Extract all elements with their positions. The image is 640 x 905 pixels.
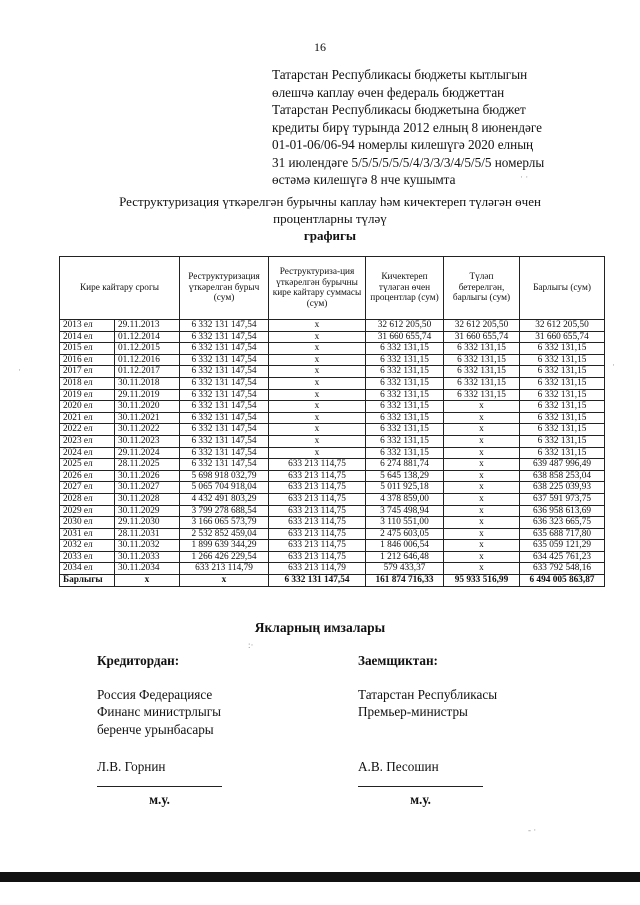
table-cell: 5 698 918 032,79 bbox=[180, 470, 269, 482]
table-cell: 6 274 881,74 bbox=[366, 459, 444, 471]
table-cell: 6 332 131,15 bbox=[444, 354, 520, 366]
table-cell: 2021 ел bbox=[60, 412, 115, 424]
total-cell: 161 874 716,33 bbox=[366, 575, 444, 587]
table-cell: 6 332 131,15 bbox=[366, 377, 444, 389]
table-cell: 6 332 131,15 bbox=[520, 412, 605, 424]
table-cell: x bbox=[444, 424, 520, 436]
table-cell: 6 332 131,15 bbox=[520, 343, 605, 355]
table-cell: 633 213 114,75 bbox=[269, 470, 366, 482]
table-cell: x bbox=[444, 505, 520, 517]
table-cell: x bbox=[269, 354, 366, 366]
table-row bbox=[60, 493, 605, 505]
borrower-signature-block bbox=[358, 652, 497, 808]
table-cell: 6 332 131 147,54 bbox=[180, 343, 269, 355]
borrower-position-line: Премьер-министры bbox=[358, 704, 468, 719]
table-cell: 6 332 131,15 bbox=[444, 343, 520, 355]
table-cell: 6 332 131 147,54 bbox=[180, 320, 269, 332]
table-cell: 633 213 114,79 bbox=[180, 563, 269, 575]
table-cell: 633 792 548,16 bbox=[520, 563, 605, 575]
table-cell: 635 059 121,29 bbox=[520, 540, 605, 552]
table-cell: 5 011 925,18 bbox=[366, 482, 444, 494]
table-cell: 2031 ел bbox=[60, 528, 115, 540]
table-cell: x bbox=[444, 470, 520, 482]
table-cell: 01.12.2015 bbox=[115, 343, 180, 355]
table-row bbox=[60, 540, 605, 552]
table-cell: 3 110 551,00 bbox=[366, 517, 444, 529]
table-cell: 2022 ел bbox=[60, 424, 115, 436]
table-cell: 1 212 646,48 bbox=[366, 551, 444, 563]
total-cell: x bbox=[115, 575, 180, 587]
creditor-signature-block bbox=[97, 652, 222, 808]
attachment-line: 01-01-06/06-94 номерлы килешүгә 2020 елның bbox=[272, 137, 534, 152]
table-cell: 6 332 131,15 bbox=[520, 424, 605, 436]
total-cell: x bbox=[180, 575, 269, 587]
table-cell: 634 425 761,23 bbox=[520, 551, 605, 563]
scan-speck: - · bbox=[528, 825, 537, 835]
table-cell: 2024 ел bbox=[60, 447, 115, 459]
table-cell: 636 323 665,75 bbox=[520, 517, 605, 529]
table-cell: x bbox=[269, 435, 366, 447]
title-line: Реструктуризация үткәрелгән бурычны каплау һәм кичектереп түләгән өчен bbox=[119, 194, 541, 209]
borrower-position-line: Татарстан Республикасы bbox=[358, 686, 498, 702]
table-cell: 2016 ел bbox=[60, 354, 115, 366]
table-row bbox=[60, 435, 605, 447]
header-deferred-interest: Кичектереп түләгән өчен процентлар (сум) bbox=[366, 257, 444, 320]
attachment-line: Татарстан Республикасы бюджетына бюджет bbox=[272, 102, 526, 117]
table-cell: 6 332 131 147,54 bbox=[180, 354, 269, 366]
table-total-row bbox=[60, 575, 605, 587]
table-row bbox=[60, 331, 605, 343]
scan-edge-bar bbox=[0, 872, 640, 882]
schedule-table-wrapper bbox=[59, 256, 605, 587]
total-cell: 95 933 516,99 bbox=[444, 575, 520, 587]
table-cell: 6 332 131 147,54 bbox=[180, 459, 269, 471]
table-cell: x bbox=[269, 401, 366, 413]
page-number: 16 bbox=[314, 40, 326, 54]
table-cell: 6 332 131,15 bbox=[366, 424, 444, 436]
table-cell: 633 213 114,75 bbox=[269, 540, 366, 552]
table-cell: 633 213 114,79 bbox=[269, 563, 366, 575]
table-cell: 2026 ел bbox=[60, 470, 115, 482]
repayment-schedule-table bbox=[59, 256, 605, 587]
table-cell: 6 332 131 147,54 bbox=[180, 412, 269, 424]
table-cell: 6 332 131 147,54 bbox=[180, 401, 269, 413]
table-row bbox=[60, 459, 605, 471]
table-cell: 32 612 205,50 bbox=[520, 320, 605, 332]
table-cell: x bbox=[444, 551, 520, 563]
table-cell: x bbox=[269, 320, 366, 332]
table-cell: 6 332 131,15 bbox=[520, 377, 605, 389]
table-cell: 30.11.2029 bbox=[115, 505, 180, 517]
table-cell: 30.11.2018 bbox=[115, 377, 180, 389]
table-cell: x bbox=[269, 377, 366, 389]
table-cell: 2029 ел bbox=[60, 505, 115, 517]
scan-speck: :· bbox=[248, 640, 254, 650]
table-cell: 30.11.2020 bbox=[115, 401, 180, 413]
table-cell: x bbox=[269, 412, 366, 424]
document-title bbox=[60, 193, 600, 244]
header-restructured-repayment: Реструктуриза-ция үткәрелгән бурычны кире кайтару суммасы (сум) bbox=[269, 257, 366, 320]
table-cell: 2013 ел bbox=[60, 320, 115, 332]
attachment-line: өстәмә килешүгә 8 нче кушымта bbox=[272, 172, 456, 187]
table-cell: 6 332 131 147,54 bbox=[180, 389, 269, 401]
table-cell: 1 899 639 344,29 bbox=[180, 540, 269, 552]
table-row bbox=[60, 447, 605, 459]
table-cell: 6 332 131,15 bbox=[444, 366, 520, 378]
table-cell: 2030 ел bbox=[60, 517, 115, 529]
table-row bbox=[60, 320, 605, 332]
creditor-role: Кредитордан: bbox=[97, 653, 180, 668]
table-cell: 6 332 131,15 bbox=[520, 435, 605, 447]
table-row bbox=[60, 401, 605, 413]
borrower-name: А.В. Песошин bbox=[358, 759, 439, 774]
table-cell: 6 332 131,15 bbox=[366, 401, 444, 413]
table-cell: 633 213 114,75 bbox=[269, 505, 366, 517]
table-cell: 6 332 131,15 bbox=[444, 377, 520, 389]
table-row bbox=[60, 517, 605, 529]
table-cell: 633 213 114,75 bbox=[269, 528, 366, 540]
table-cell: 4 378 859,00 bbox=[366, 493, 444, 505]
table-cell: x bbox=[444, 528, 520, 540]
table-cell: x bbox=[269, 389, 366, 401]
table-cell: 2027 ел bbox=[60, 482, 115, 494]
table-cell: 6 332 131,15 bbox=[520, 447, 605, 459]
table-row bbox=[60, 528, 605, 540]
scan-speck: · bbox=[612, 360, 615, 370]
table-cell: 29.11.2030 bbox=[115, 517, 180, 529]
table-cell: 2019 ел bbox=[60, 389, 115, 401]
table-cell: 01.12.2014 bbox=[115, 331, 180, 343]
table-cell: 30.11.2026 bbox=[115, 470, 180, 482]
total-cell: 6 494 005 863,87 bbox=[520, 575, 605, 587]
table-cell: x bbox=[444, 447, 520, 459]
creditor-stamp-place: м.у. bbox=[149, 791, 170, 807]
table-cell: 6 332 131,15 bbox=[520, 401, 605, 413]
title-line: процентларны түләү bbox=[273, 211, 387, 226]
table-cell: x bbox=[269, 424, 366, 436]
table-cell: 2023 ел bbox=[60, 435, 115, 447]
table-cell: x bbox=[444, 435, 520, 447]
table-cell: 5 065 704 918,04 bbox=[180, 482, 269, 494]
table-cell: 6 332 131 147,54 bbox=[180, 435, 269, 447]
table-cell: 639 487 996,49 bbox=[520, 459, 605, 471]
table-row bbox=[60, 354, 605, 366]
table-cell: 636 958 613,69 bbox=[520, 505, 605, 517]
scan-speck: · bbox=[18, 365, 21, 375]
table-row bbox=[60, 470, 605, 482]
table-cell: 1 266 426 229,54 bbox=[180, 551, 269, 563]
table-cell: 2015 ел bbox=[60, 343, 115, 355]
table-cell: 637 591 973,75 bbox=[520, 493, 605, 505]
table-cell: x bbox=[269, 366, 366, 378]
table-cell: 638 858 253,04 bbox=[520, 470, 605, 482]
table-cell: 2 475 603,05 bbox=[366, 528, 444, 540]
table-cell: 3 799 278 688,54 bbox=[180, 505, 269, 517]
header-grand-total: Барлыгы (сум) bbox=[520, 257, 605, 320]
borrower-role: Заемщиктан: bbox=[358, 653, 438, 668]
table-cell: 01.12.2016 bbox=[115, 354, 180, 366]
table-cell: 579 433,37 bbox=[366, 563, 444, 575]
attachment-line: өлешчә каплау өчен федераль бюджеттан bbox=[272, 84, 505, 100]
table-cell: 30.11.2027 bbox=[115, 482, 180, 494]
table-cell: 2034 ел bbox=[60, 563, 115, 575]
table-cell: 29.11.2013 bbox=[115, 320, 180, 332]
table-cell: 01.12.2017 bbox=[115, 366, 180, 378]
title-heading: графигы bbox=[303, 228, 357, 243]
table-row bbox=[60, 551, 605, 563]
table-cell: 6 332 131,15 bbox=[366, 412, 444, 424]
table-cell: 2014 ел bbox=[60, 331, 115, 343]
table-cell: 633 213 114,75 bbox=[269, 459, 366, 471]
table-cell: 2025 ел bbox=[60, 459, 115, 471]
attachment-line: кредиты бирү турында 2012 елның 8 июнендәге bbox=[272, 119, 542, 135]
table-cell: 29.11.2019 bbox=[115, 389, 180, 401]
table-cell: x bbox=[444, 517, 520, 529]
table-cell: 5 645 138,29 bbox=[366, 470, 444, 482]
table-cell: 32 612 205,50 bbox=[444, 320, 520, 332]
attachment-note bbox=[272, 66, 622, 189]
table-cell: 30.11.2023 bbox=[115, 435, 180, 447]
table-cell: 2020 ел bbox=[60, 401, 115, 413]
header-return-term: Кире кайтару срогы bbox=[60, 257, 180, 320]
table-cell: 28.11.2025 bbox=[115, 459, 180, 471]
table-cell: 6 332 131,15 bbox=[520, 366, 605, 378]
borrower-stamp-place: м.у. bbox=[410, 791, 431, 807]
table-cell: x bbox=[269, 331, 366, 343]
scan-speck: · · bbox=[520, 172, 529, 182]
table-cell: 2033 ел bbox=[60, 551, 115, 563]
table-cell: 1 846 006,54 bbox=[366, 540, 444, 552]
table-cell: 6 332 131,15 bbox=[366, 435, 444, 447]
table-cell: 6 332 131,15 bbox=[366, 354, 444, 366]
table-cell: x bbox=[444, 563, 520, 575]
table-cell: 633 213 114,75 bbox=[269, 517, 366, 529]
table-row bbox=[60, 412, 605, 424]
table-cell: 29.11.2024 bbox=[115, 447, 180, 459]
table-cell: x bbox=[444, 493, 520, 505]
table-cell: 28.11.2031 bbox=[115, 528, 180, 540]
table-cell: 6 332 131,15 bbox=[366, 366, 444, 378]
table-cell: 6 332 131,15 bbox=[444, 389, 520, 401]
header-restructured-debt: Реструктуризация үткәрелгән бурыч (сум) bbox=[180, 257, 269, 320]
table-row bbox=[60, 505, 605, 517]
table-cell: 2 532 852 459,04 bbox=[180, 528, 269, 540]
table-cell: 2018 ел bbox=[60, 377, 115, 389]
table-cell: 30.11.2021 bbox=[115, 412, 180, 424]
table-body bbox=[60, 320, 605, 587]
table-cell: 30.11.2028 bbox=[115, 493, 180, 505]
table-cell: 30.11.2034 bbox=[115, 563, 180, 575]
table-row bbox=[60, 343, 605, 355]
creditor-name: Л.В. Горнин bbox=[97, 759, 166, 774]
creditor-position-line: Финанс министрлыгы bbox=[97, 704, 222, 719]
table-cell: 30.11.2033 bbox=[115, 551, 180, 563]
table-cell: x bbox=[444, 540, 520, 552]
table-cell: 30.11.2032 bbox=[115, 540, 180, 552]
creditor-position-line: беренче урынбасары bbox=[97, 721, 214, 737]
table-cell: 2028 ел bbox=[60, 493, 115, 505]
table-cell: 2017 ел bbox=[60, 366, 115, 378]
table-row bbox=[60, 377, 605, 389]
table-row bbox=[60, 389, 605, 401]
table-cell: x bbox=[444, 482, 520, 494]
table-row bbox=[60, 563, 605, 575]
table-cell: 6 332 131 147,54 bbox=[180, 447, 269, 459]
table-cell: 4 432 491 803,29 bbox=[180, 493, 269, 505]
total-cell: 6 332 131 147,54 bbox=[269, 575, 366, 587]
attachment-line: Татарстан Республикасы бюджеты кытлыгын bbox=[272, 67, 528, 82]
table-row bbox=[60, 366, 605, 378]
table-cell: 638 225 039,93 bbox=[520, 482, 605, 494]
table-cell: 6 332 131 147,54 bbox=[180, 331, 269, 343]
table-cell: 32 612 205,50 bbox=[366, 320, 444, 332]
attachment-line: 31 июлендәге 5/5/5/5/5/5/4/3/3/3/4/5/5/5 номерлы bbox=[272, 154, 545, 170]
table-cell: 31 660 655,74 bbox=[366, 331, 444, 343]
table-cell: 6 332 131 147,54 bbox=[180, 424, 269, 436]
table-cell: 31 660 655,74 bbox=[520, 331, 605, 343]
table-cell: 633 213 114,75 bbox=[269, 551, 366, 563]
table-cell: 6 332 131,15 bbox=[366, 343, 444, 355]
signatures-title: Якларның имзалары bbox=[254, 620, 386, 635]
table-cell: x bbox=[269, 447, 366, 459]
table-cell: x bbox=[444, 401, 520, 413]
table-cell: 3 166 065 573,79 bbox=[180, 517, 269, 529]
table-cell: 3 745 498,94 bbox=[366, 505, 444, 517]
table-header-row bbox=[60, 257, 605, 320]
table-cell: x bbox=[269, 343, 366, 355]
table-cell: x bbox=[444, 459, 520, 471]
table-cell: x bbox=[444, 412, 520, 424]
table-row bbox=[60, 424, 605, 436]
table-cell: 635 688 717,80 bbox=[520, 528, 605, 540]
table-cell: 31 660 655,74 bbox=[444, 331, 520, 343]
table-cell: 633 213 114,75 bbox=[269, 493, 366, 505]
table-cell: 633 213 114,75 bbox=[269, 482, 366, 494]
table-cell: 6 332 131,15 bbox=[520, 389, 605, 401]
table-cell: 30.11.2022 bbox=[115, 424, 180, 436]
total-cell: Барлыгы bbox=[60, 575, 115, 587]
creditor-signature-line bbox=[97, 776, 222, 787]
table-cell: 6 332 131,15 bbox=[366, 389, 444, 401]
header-paid-total: Түләп бетерелгән, барлыгы (сум) bbox=[444, 257, 520, 320]
table-row bbox=[60, 482, 605, 494]
table-cell: 6 332 131,15 bbox=[366, 447, 444, 459]
table-cell: 6 332 131,15 bbox=[520, 354, 605, 366]
table-cell: 6 332 131 147,54 bbox=[180, 377, 269, 389]
creditor-position-line: Россия Федерациясе bbox=[97, 686, 213, 702]
table-cell: 6 332 131 147,54 bbox=[180, 366, 269, 378]
table-cell: 2032 ел bbox=[60, 540, 115, 552]
borrower-signature-line bbox=[358, 776, 483, 787]
